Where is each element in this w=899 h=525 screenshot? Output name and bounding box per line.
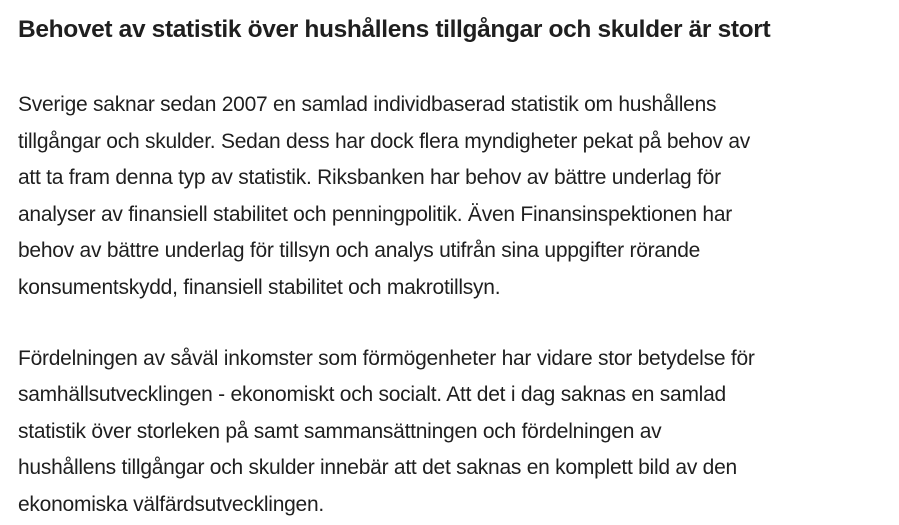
paragraph-2	[18, 341, 879, 524]
paragraph-2-line: samhällsutvecklingen - ekonomiskt och socialt. Att det i dag saknas en samlad	[18, 383, 726, 407]
paragraph-1-line: konsumentskydd, finansiell stabilitet och makrotillsyn.	[18, 275, 501, 299]
paragraph-1-line: Sverige saknar sedan 2007 en samlad individbaserad statistik om hushållens	[18, 93, 717, 116]
article-heading: Behovet av statistik över hushållens tillgångar och skulder är stort	[18, 16, 771, 43]
paragraph-2-line: statistik över storleken på samt sammansättningen och fördelningen av	[18, 419, 662, 443]
paragraph-1-line: tillgångar och skulder. Sedan dess har dock flera myndigheter pekat på behov av	[18, 129, 751, 153]
paragraph-2-line: hushållens tillgångar och skulder innebär att det saknas en komplett bild av den	[18, 456, 737, 480]
paragraph-1-line: behov av bättre underlag för tillsyn och analys utifrån sina uppgifter rörande	[18, 239, 701, 263]
paragraph-2-line: Fördelningen av såväl inkomster som förmögenheter har vidare stor betydelse för	[18, 346, 755, 370]
paragraph-1-line: analyser av finansiell stabilitet och penningpolitik. Även Finansinspektionen har	[18, 202, 733, 226]
paragraph-1	[18, 87, 879, 307]
paragraph-2-line: ekonomiska välfärdsutvecklingen.	[18, 492, 324, 516]
paragraph-1-line: att ta fram denna typ av statistik. Riksbanken har behov av bättre underlag för	[18, 166, 721, 190]
